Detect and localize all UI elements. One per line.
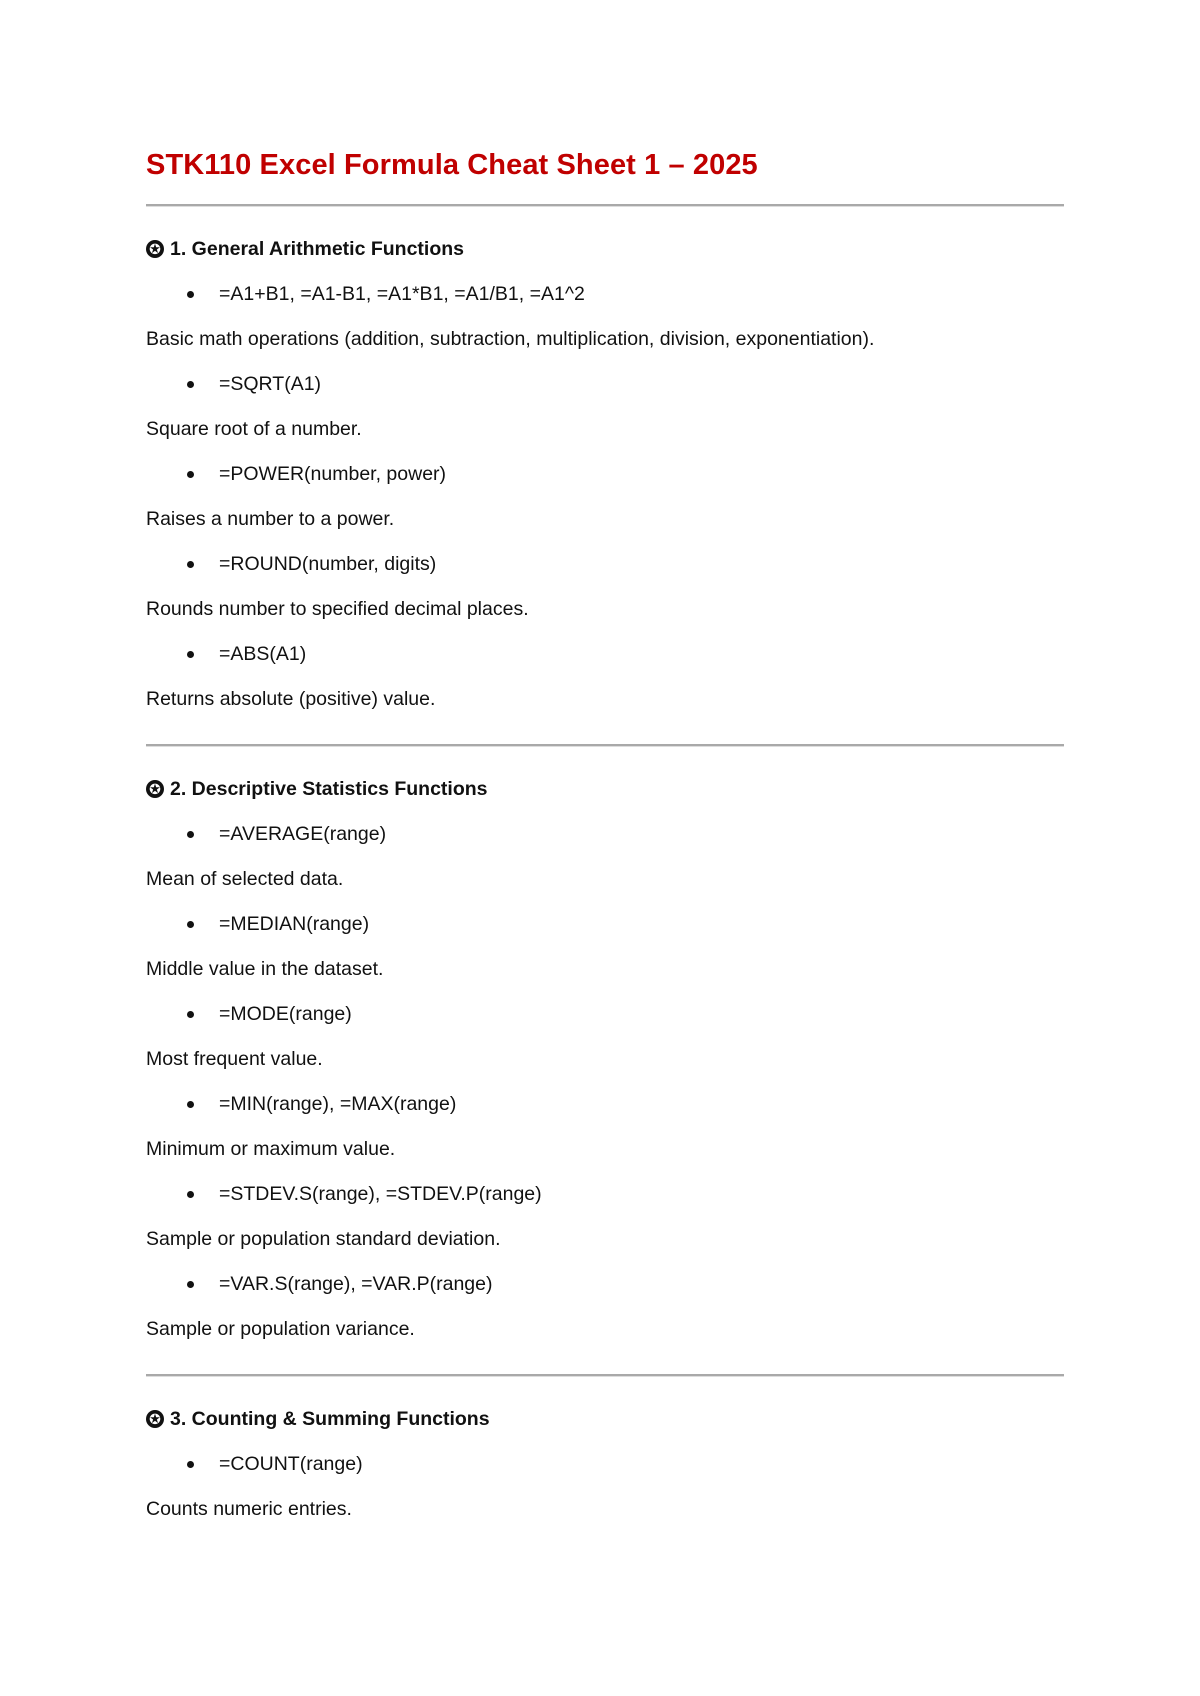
formula-entry (146, 549, 1064, 624)
formula-entry (146, 1449, 1064, 1524)
section-1 (146, 234, 1064, 714)
gear-icon: ✪ (146, 780, 164, 798)
formula-description: Rounds number to specified decimal places. (146, 598, 529, 620)
divider (146, 204, 1064, 207)
formula-description: Basic math operations (addition, subtraction, multiplication, division, exponentiation). (146, 328, 875, 350)
formula-text: =POWER(number, power) (219, 462, 447, 485)
section-heading (146, 774, 1064, 804)
bullet-icon (187, 921, 194, 928)
formula-description: Most frequent value. (146, 1048, 323, 1070)
page-title: STK110 Excel Formula Cheat Sheet 1 – 2025 (146, 149, 758, 181)
formula-entry (146, 279, 1064, 354)
formula-description: Raises a number to a power. (146, 508, 395, 530)
formula-text: =MODE(range) (219, 1002, 352, 1025)
bullet-item (146, 639, 1064, 669)
section-heading (146, 234, 1064, 264)
divider (146, 744, 1064, 747)
formula-text: =STDEV.S(range), =STDEV.P(range) (219, 1182, 542, 1205)
bullet-item (146, 909, 1064, 939)
formula-description: Sample or population standard deviation. (146, 1228, 501, 1250)
formula-description: Square root of a number. (146, 418, 362, 440)
formula-entry (146, 999, 1064, 1074)
formula-entry (146, 1089, 1064, 1164)
formula-text: =COUNT(range) (219, 1452, 363, 1475)
bullet-icon (187, 651, 194, 658)
formula-description: Middle value in the dataset. (146, 958, 384, 980)
formula-text: =ABS(A1) (219, 642, 307, 665)
bullet-icon (187, 1461, 194, 1468)
bullet-item (146, 1179, 1064, 1209)
formula-text: =AVERAGE(range) (219, 822, 387, 845)
formula-entry (146, 1269, 1064, 1344)
bullet-icon (187, 291, 194, 298)
section-heading-text: 3. Counting & Summing Functions (170, 1407, 490, 1430)
bullet-item (146, 1089, 1064, 1119)
divider (146, 1374, 1064, 1377)
bullet-item (146, 459, 1064, 489)
bullet-item (146, 1449, 1064, 1479)
bullet-item (146, 369, 1064, 399)
bullet-icon (187, 381, 194, 388)
formula-description: Counts numeric entries. (146, 1498, 352, 1520)
formula-text: =VAR.S(range), =VAR.P(range) (219, 1272, 493, 1295)
gear-icon: ✪ (146, 240, 164, 258)
bullet-icon (187, 1011, 194, 1018)
bullet-icon (187, 831, 194, 838)
formula-description: Mean of selected data. (146, 868, 344, 890)
gear-icon: ✪ (146, 1410, 164, 1428)
formula-text: =A1+B1, =A1-B1, =A1*B1, =A1/B1, =A1^2 (219, 282, 585, 305)
bullet-item (146, 999, 1064, 1029)
bullet-item (146, 819, 1064, 849)
section-heading-text: 1. General Arithmetic Functions (170, 237, 465, 260)
formula-entry (146, 369, 1064, 444)
document-page (146, 145, 1064, 1524)
bullet-icon (187, 561, 194, 568)
section-3 (146, 1404, 1064, 1524)
formula-text: =SQRT(A1) (219, 372, 322, 395)
formula-description: Sample or population variance. (146, 1318, 415, 1340)
formula-entry (146, 639, 1064, 714)
bullet-icon (187, 471, 194, 478)
section-heading-text: 2. Descriptive Statistics Functions (170, 777, 488, 800)
formula-entry (146, 819, 1064, 894)
formula-text: =MIN(range), =MAX(range) (219, 1092, 457, 1115)
formula-entry (146, 909, 1064, 984)
bullet-icon (187, 1191, 194, 1198)
section-2 (146, 774, 1064, 1344)
bullet-item (146, 279, 1064, 309)
formula-text: =ROUND(number, digits) (219, 552, 437, 575)
formula-description: Minimum or maximum value. (146, 1138, 396, 1160)
bullet-item (146, 549, 1064, 579)
formula-entry (146, 459, 1064, 534)
bullet-icon (187, 1281, 194, 1288)
formula-description: Returns absolute (positive) value. (146, 688, 436, 710)
bullet-item (146, 1269, 1064, 1299)
bullet-icon (187, 1101, 194, 1108)
formula-text: =MEDIAN(range) (219, 912, 370, 935)
section-heading (146, 1404, 1064, 1434)
sections-container (146, 234, 1064, 1524)
formula-entry (146, 1179, 1064, 1254)
